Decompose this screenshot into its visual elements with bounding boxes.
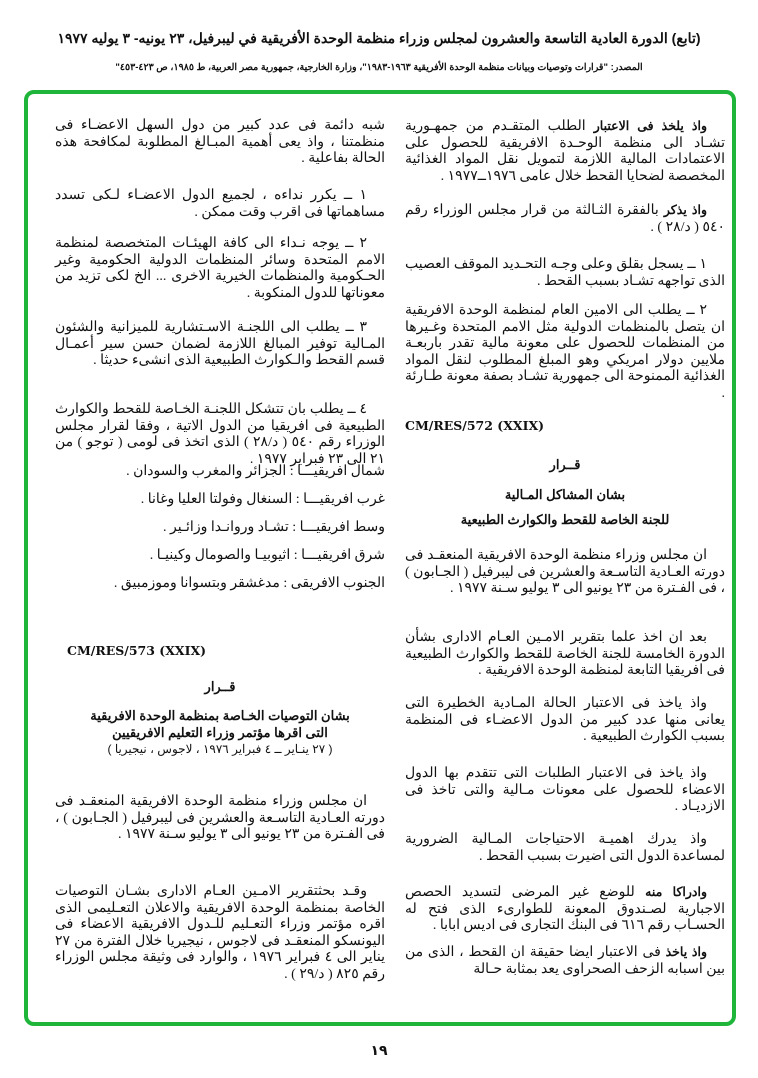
list-item: شمال افريقيـــا : الجزائر والمغرب والسودان . [126, 464, 385, 479]
left-column [55, 0, 385, 1078]
paragraph [405, 884, 725, 935]
paragraph-text: ١ ــ يسجل بقلق وعلى وجـه التحـديد الموقف العصيب الذى تواجهه تشـاد بسبب القحط . [405, 257, 725, 289]
resolution-subject: بشان التوصيات الخـاصة بمنظمة الوحدة الافريقية [90, 708, 350, 723]
paragraph-text: واذ ياخذ فى الاعتبار الطلبات التى تتقدم بها الدول الاعضاء للحصول على معونات مـالية والتى تاخذ فى الازديـاد . [405, 766, 725, 814]
list-item: شرق افريقيـــا : اثيوبيـا والصومال وكينيـا . [149, 548, 385, 563]
paragraph [405, 202, 725, 236]
paragraph-text: الطلب المتقـدم من جمهـورية تشـاد الى منظمة الوحـدة الافريقية للحصول على الاعتمادات المالية اللازمة لتمويل نقل المواد الغذائية المخصصة لضحايا القحط خلال عامى ١٩٧٦ــ١٩٧٧ . [405, 119, 725, 184]
resolution-code: CM/RES/572 (XXIX) [405, 418, 545, 433]
paragraph: ٣ ــ يطلب الى اللجنـة الاسـتشارية للميزانية والشئون المـالية توفير المبالغ اللازمة لضمان حسن سير أعمـال قسم القحط والـكوارث الطبيعية الذى انشىء حديثا . [55, 320, 385, 368]
paragraph-text: ان مجلس وزراء منظمة الوحدة الافريقية المنعقـد فى دورته العـادية التاسـعة والعشرين فى ليبرفيل ( الجـابون ) ، فى الفـترة من ٢٣ يونيو الى ٣ يوليو سـنة ١٩٧٧ . [405, 548, 725, 596]
list-item: غرب افريقيـــا : السنغال وفولتا العليا وغانا . [140, 492, 385, 507]
paragraph [405, 118, 725, 185]
paragraph: ١ ــ يكرر نداءه ، لجميع الدول الاعضـاء لـكى تسدد مساهماتها فى اقرب وقت ممكن . [55, 188, 385, 220]
paragraph-text: فى الاعتبار ايضا حقيقة ان القحط ، الذى من بين اسبابه الزحف الصحراوى يعد بمثابة حـالة [405, 945, 725, 977]
paragraph: ٢ ــ يوجه نـداء الى كافة الهيئـات المتخصصة لمنظمة الامم المتحدة وسائر المنظمات الدولية الحكومية وغير الحـكومية والمنظمات الخيرية الاخرى ... الخ لكى تزيد من معوناتها للدول المنكوبة . [55, 236, 385, 301]
paragraph-lead: واذ ياخذ [665, 945, 708, 959]
paragraph-lead: واذ يذكر [663, 203, 708, 217]
paragraph [405, 630, 725, 680]
paragraph: شبه دائمة فى عدد كبير من دول السهل الاعضـاء فى منظمتنا ، واذ يعى أهمية المبـالغ المطلوبة لمكافحة هذه الحالة بفاعلية . [55, 118, 385, 166]
document-title: (تابع) الدورة العادية التاسعة والعشرون لمجلس وزراء منظمة الوحدة الأفريقية في ليبرفيل، ٢٣ يونيه- ٣ يوليه ١٩٧٧ [57, 30, 701, 46]
resolution-subject: بشان المشاكل المـالية [504, 487, 626, 502]
source-citation: المصدر: "قرارات وتوصيات وبيانات منظمة الوحدة الأفريقية ١٩٦٣-١٩٨٣"، وزارة الخارجية، جمهورية مصر العربية، ط ١٩٨٥، ص ٤٢٣-٤٥٣" [115, 62, 643, 73]
paragraph: ٤ ــ يطلب بان تتشكل اللجنـة الخـاصة للقحط والكوارث الطبيعية فى افريقيا من الدول الاتية ، وفقا لقرار مجلس الوزراء رقم ٥٤٠ ( د/٢٨ ) الذى اتخذ فى لومى ( توجو ) من ٢١ الى ٢٣ فبراير ١٩٧٧ . [55, 402, 385, 467]
resolution-label: قــرار [549, 457, 581, 472]
right-column [405, 0, 725, 1078]
paragraph: وقـد بحثتقرير الامـين العـام الادارى بشـان التوصيات الخاصة بمنظمة الوحدة الافريقية والاعلان التعـليمى الذى اقره مؤتمر وزراء التعـليم للـدول الافريقية الاعضاء فى اليونسكو المنعقـد فى لاجوس ، نيجيريا خلال الفترة من ٢٧ يناير الى ٤ فبراير ١٩٧٦ ، والوارد فى وثيقة مجلس الوزراء رقم ٨٢٥ ( د/٢٩ ) . [55, 884, 385, 982]
paragraph [405, 257, 725, 290]
paragraph-text: واذ يدرك اهميـة الاحتياجات المـالية الضرورية لمساعدة الدول التى اضيرت بسبب القحط . [405, 832, 725, 864]
resolution-code: CM/RES/573 (XXIX) [67, 643, 207, 658]
paragraph [405, 696, 725, 746]
paragraph-text: بعد ان اخذ علما بتقرير الامـين العـام الادارى بشأن الدورة الخامسة للجنة الخاصة للقحط والكوارث الطبيعية فى افريقيا التابعة لمنظمة الوحدة الافريقية . [405, 630, 725, 678]
resolution-label: قــرار [204, 679, 236, 694]
paragraph-text: بالفقرة الثـالثة من قرار مجلس الوزراء رقم ٥٤٠ ( د/٢٨ ) . [405, 203, 725, 235]
paragraph: ان مجلس وزراء منظمة الوحدة الافريقية المنعقـد فى دورته العـادية التاسـعة والعشرين فى ليبرفيل ( الجـابون ) ، فى الفـترة من ٢٣ يونيو الى ٣ يوليو سـنة ١٩٧٧ . [55, 794, 385, 842]
paragraph-text: واذ ياخذ فى الاعتبار الحالة المـادية الخطيرة التى يعانى منها عدد كبير من الدول الاعضـاء فى المنظمة بسبب الكوارث الطبيعية . [405, 696, 725, 744]
paragraph [405, 832, 725, 865]
paragraph [405, 944, 725, 978]
paragraph-lead: وادراكا منه [645, 885, 707, 899]
paragraph [405, 303, 725, 402]
resolution-date: ( ٢٧ ينـاير ــ ٤ فبراير ١٩٧٦ ، لاجوس ، نيجيريا ) [107, 742, 333, 756]
list-item: الجنوب الافريقى : مدغشقر وبتسوانا وموزمبيق . [113, 576, 385, 591]
paragraph-text: ٢ ــ يطلب الى الامين العام لمنظمة الوحدة الافريقية ان يتصل بالمنظمات الدولية مثل الامم المتحدة وغـيرها من المنظمات للحصول على معونة مالية تقدر باربعـة ملايين دولار امريكي وهو المبلغ المطلوب لنقل المواد الغذائية الممنوحة الى جمهورية تشـاد بصفة معونة طـارئة . [405, 303, 725, 401]
paragraph [405, 548, 725, 598]
paragraph-text: للوضع غير المرضى لتسديد الحصص الاجبارية لصـندوق المعونة للطوارىء الذى فتح له الحسـاب رقم ٦١٦ فى البنك التجارى فى اديس ابابا . [405, 885, 725, 933]
paragraph [405, 766, 725, 816]
resolution-subject: للجنة الخاصة للقحط والكوارث الطبيعية [460, 512, 670, 527]
list-item: وسط افريقيـــا : تشـاد وروانـدا وزائـير . [162, 520, 385, 535]
resolution-subject: التى اقرها مؤتمر وزراء التعليم الافريقيين [112, 725, 328, 740]
page-number: ١٩ [370, 1042, 388, 1058]
paragraph-lead: واذ يلخذ فى الاعتبار [593, 119, 707, 133]
